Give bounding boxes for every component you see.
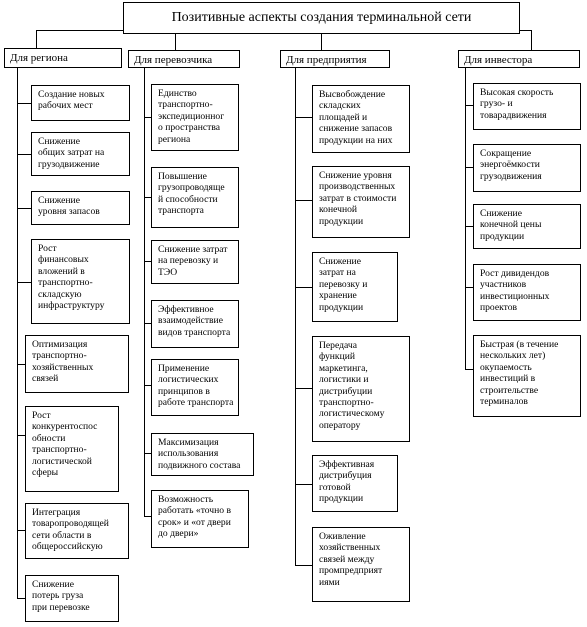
investor-item: Сокращение энергоёмкости грузодвижения [473, 144, 581, 192]
enterprise-item: Оживление хозяйственных связей между промпредприят иями [312, 527, 410, 602]
enterprise-item: Высвобождение складских площадей и снижение запасов продукции на них [312, 85, 410, 153]
column-header-investor: Для инвестора [458, 50, 580, 68]
enterprise-item: Снижение затрат на перевозку и хранение продукции [312, 252, 398, 322]
region-item: Создание новых рабочих мест [31, 85, 130, 121]
region-item: Рост финансовых вложений в транспортно- складскую инфраструктуру [31, 239, 130, 324]
investor-item: Снижение конечной цены продукции [473, 204, 581, 249]
enterprise-item: Передача функций маркетинга, логистики и дистрибуции транспортно- логистическому оператору [312, 336, 410, 442]
investor-item: Высокая скорость грузо- и товарадвижения [473, 83, 581, 130]
column-header-region: Для региона [4, 48, 122, 68]
region-item: Снижение уровня запасов [31, 191, 130, 225]
carrier-item: Повышение грузопроводяще й способности транспорта [151, 167, 239, 228]
carrier-item: Эффективное взаимодействие видов транспорта [151, 300, 239, 348]
column-header-enterprise: Для предприятия [280, 50, 390, 68]
carrier-item: Снижение затрат на перевозку и ТЭО [151, 240, 239, 284]
carrier-item: Максимизация использования подвижного состава [151, 433, 254, 476]
carrier-item: Возможность работать «точно в срок» и «от двери до двери» [151, 490, 249, 548]
enterprise-item: Эффективная дистрибуция готовой продукции [312, 455, 398, 512]
carrier-item: Единство транспортно- экспедиционног о пространства региона [151, 84, 239, 151]
investor-item: Быстрая (в течение нескольких лет) окупаемость инвестиций в строительстве терминалов [473, 335, 581, 417]
carrier-item: Применение логистических принципов в работе транспорта [151, 359, 239, 416]
investor-item: Рост дивидендов участников инвестиционных проектов [473, 264, 581, 321]
enterprise-item: Снижение уровня производственных затрат в стоимости конечной продукции [312, 166, 410, 238]
column-header-carrier: Для перевозчика [128, 50, 240, 68]
region-item: Интеграция товаропроводящей сети области в общероссийскую [25, 503, 129, 559]
diagram-title: Позитивные аспекты создания терминальной сети [123, 2, 520, 34]
region-item: Снижение потерь груза при перевозке [25, 575, 119, 622]
region-item: Снижение общих затрат на грузодвижение [31, 132, 130, 176]
region-item: Оптимизация транспортно- хозяйственных связей [25, 335, 129, 393]
region-item: Рост конкурентоспос обности транспортно- логистической сферы [25, 406, 119, 492]
